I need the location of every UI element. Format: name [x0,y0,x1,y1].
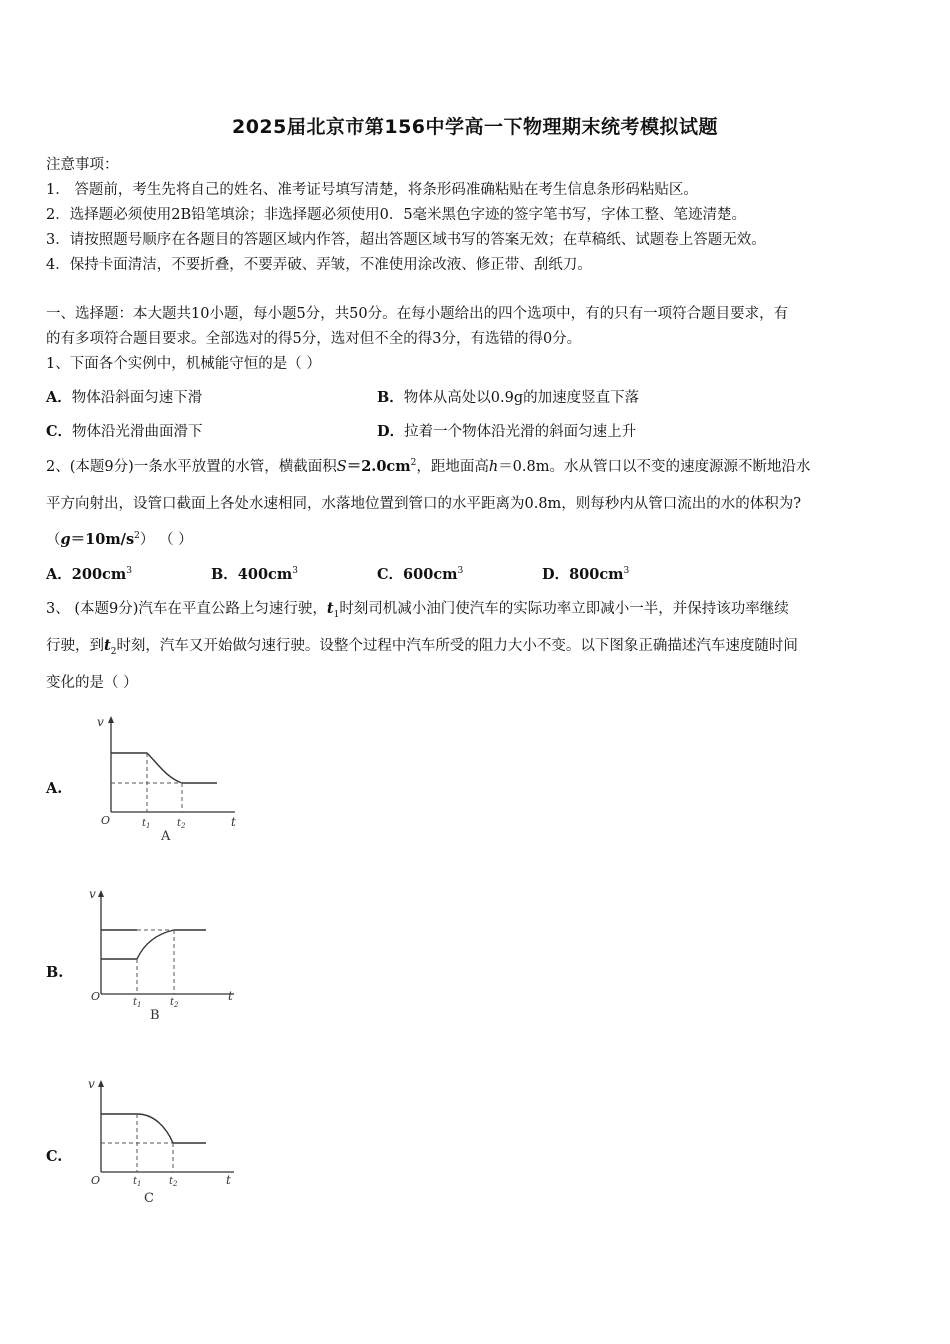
q2-option-b [211,563,298,584]
var-h: h [488,459,499,475]
tick-t1-label: $t_1$ [142,818,151,830]
axis-t-label: t [231,815,236,829]
tick-t2-label: $t_2$ [169,1176,178,1188]
page-title: 2025届北京市第156中学高一下物理期末统考模拟试题 [231,116,719,138]
q3-stem-line-3: 变化的是（ ） [46,675,138,691]
superscript: 3 [292,566,298,577]
q2-text: 2、(本题9分)一条水平放置的水管，横截面积 [46,459,337,475]
notice-heading: 注意事项： [46,157,119,173]
q1-option-a [46,386,202,407]
q2-stem-line-1 [46,455,811,476]
var-s: S [336,459,347,475]
tick-t1-label: $t_1$ [133,1176,142,1188]
section-intro-line-1: 一、选择题：本大题共10小题，每小题5分，共50分。在每小题给出的四个选项中，有的只有一项符合题目要求，有 [46,306,789,322]
q3-text: 3、 (本题9分)汽车在平直公路上匀速行驶， [46,601,327,617]
superscript: 3 [126,566,132,577]
origin-label: O [101,814,111,827]
q1-option-d [377,420,636,441]
graph-caption: B [150,1008,160,1023]
q2-area-value: ＝2.0cm [346,458,411,475]
option-label: B． [377,389,404,406]
graph-a [95,712,265,847]
subscript: 2 [110,646,117,657]
notice-item-2: 2．选择题必须使用2B铅笔填涂；非选择题必须使用0．5毫米黑色字迹的签字笔书写，字体工整、笔迹清楚。 [46,207,747,223]
q3-stem-line-2 [46,634,798,655]
q2-text: ＝0.8m。水从管口以不变的速度源源不断地沿水 [498,459,811,475]
y-axis-arrow [98,1080,104,1087]
graph-b [86,882,256,1022]
superscript: 3 [457,566,464,577]
option-label: C． [377,566,404,583]
origin-label: O [91,1174,101,1187]
var-t: t [104,637,111,654]
option-text: 物体沿斜面匀速下滑 [71,390,203,406]
superscript: 2 [134,531,140,542]
graph-c [86,1072,256,1212]
option-text: 600cm [403,566,458,583]
q3-text: 时刻司机减小油门使汽车的实际功率立即减小一半，并保持该功率继续 [339,601,789,617]
superscript: 2 [410,458,417,469]
q2-g-value: ＝10m/s [70,531,135,548]
graph-a-label: A. [46,780,63,797]
var-t: t [326,600,334,617]
velocity-curve [111,753,217,783]
section-intro-line-2: 的有多项符合题目要求。全部选对的得5分，选对但不全的得3分，有选错的得0分。 [46,331,582,347]
tick-t1-label: $t_1$ [133,997,142,1009]
option-label: A． [46,389,72,406]
option-label: D． [377,423,405,440]
q3-stem-line-1 [46,597,789,618]
notice-item-4: 4．保持卡面清洁，不要折叠，不要弄破、弄皱，不准使用涂改液、修正带、刮纸刀。 [46,257,592,273]
option-label: A． [46,566,72,583]
q2-text: ） （ ） [139,532,193,548]
velocity-curve [101,1114,206,1143]
graph-caption: C [144,1191,154,1206]
option-text: 200cm [71,566,127,583]
option-label: D． [542,566,570,583]
q2-option-a [46,563,132,584]
graph-caption: A [161,829,171,844]
q2-option-d [542,563,629,584]
q2-stem-line-2: 平方向射出，设管口截面上各处水速相同，水落地位置到管口的水平距离为0.8m，则每秒内从管口流出的水的体积为? [46,496,802,512]
q2-stem-line-3 [46,528,193,549]
option-text: 物体从高处以0.9g的加速度竖直下落 [403,390,640,406]
y-axis-arrow [98,890,104,897]
q1-option-b [377,386,639,407]
q3-text: 时刻，汽车又开始做匀速行驶。设整个过程中汽车所受的阻力大小不变。以下图象正确描述汽车速度随时间 [116,638,798,654]
q3-text: 行驶，到 [46,638,104,654]
q1-stem: 1、下面各个实例中，机械能守恒的是（ ） [46,356,321,372]
subscript: 1 [333,609,340,620]
option-text: 800cm [569,566,624,583]
y-axis-arrow [108,716,114,723]
notice-item-3: 3．请按照题号顺序在各题目的答题区域内作答，超出答题区域书写的答案无效；在草稿纸、试题卷上答题无效。 [46,232,766,248]
superscript: 3 [623,566,630,577]
graph-b-label: B. [46,964,64,981]
tick-t2-label: $t_2$ [177,818,186,830]
q2-option-c [377,563,463,584]
option-label: C． [46,423,73,440]
q2-text: ，距地面高 [416,459,489,475]
axis-t-label: t [228,989,233,1003]
q2-text: （ [46,532,61,548]
q1-option-c [46,420,203,441]
velocity-curve [101,930,206,959]
axis-v-label: v [88,1077,95,1091]
notice-item-1: 1． 答题前，考生先将自己的姓名、准考证号填写清楚，将条形码准确粘贴在考生信息条形码粘贴区。 [46,182,698,198]
option-text: 400cm [237,566,293,583]
axis-v-label: v [97,715,104,729]
var-g: g [60,531,71,548]
option-text: 拉着一个物体沿光滑的斜面匀速上升 [404,424,637,440]
axis-v-label: v [89,887,96,901]
option-label: B． [211,566,238,583]
origin-label: O [91,990,101,1003]
graph-c-label: C. [46,1148,63,1165]
option-text: 物体沿光滑曲面滑下 [72,424,203,440]
tick-t2-label: $t_2$ [170,997,179,1009]
axis-t-label: t [226,1173,231,1187]
